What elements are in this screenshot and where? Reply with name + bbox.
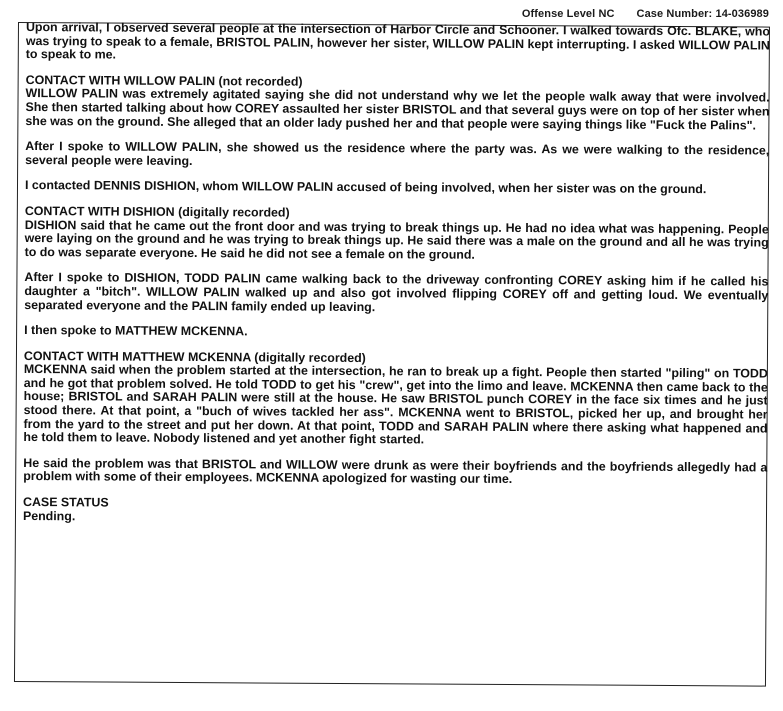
problem-paragraph: He said the problem was that BRISTOL and WILLOW were drunk as were their boyfriends and the boyfriends allegedly had a problem with some of their employees. MCKENNA apologized for wasting our time. [23, 455, 768, 487]
offense-level: Offense Level NC [521, 8, 615, 20]
section-mckenna [23, 350, 768, 450]
report-body [23, 21, 770, 528]
mckenna-heading: CONTACT WITH MATTHEW MCKENNA (digitally recorded) [23, 348, 366, 365]
spoke-mckenna-paragraph: I then spoke to MATTHEW MCKENNA. [24, 323, 248, 339]
page-header [522, 8, 769, 20]
contacted-dishion-paragraph: I contacted DENNIS DISHION, whom WILLOW PALIN accused of being involved, when her sister was on the ground. [24, 178, 707, 197]
case-status-value: Pending. [22, 508, 76, 523]
willow-body: WILLOW PALIN was extremely agitated saying she did not understand why we let the people walk away that were involved. She then started talking about how COREY assaulted her sister BRISTOL and that several guys were on top of her sister when she was on the ground. She alleged that an older lady pushed her and that people were saying things like "Fuck the Palins". [25, 86, 770, 133]
dishion-heading: CONTACT WITH DISHION (digitally recorded) [24, 203, 290, 220]
section-willow [25, 74, 769, 133]
case-number: Case Number: 14-036989 [636, 8, 769, 20]
section-case-status [23, 496, 767, 528]
after-willow-paragraph: After I spoke to WILLOW PALIN, she showed us the residence where the party was. As we were walking to the residence, several people were leaving. [25, 139, 770, 168]
case-status-heading: CASE STATUS [23, 495, 109, 510]
dishion-body: DISHION said that he came out the front door and was trying to break things up. He had no idea what was happening. People were laying on the ground and he was trying to break things up. He said there was a male on the ground and all he was trying to do was separate everyone. He said he did not see a female on the ground. [24, 217, 769, 262]
mckenna-body: MCKENNA said when the problem started at the intersection, he ran to break up a fight. People then started "piling" on TODD and he got that problem solved. He told TODD to get his "crew", get into the limo and leave. MCKENNA then came back to the house; BRISTOL and SARAH PALIN were still at the house. He saw BRISTOL punch COREY in the face six times and he just stood there. At that point, a "buch of wives tackled her ass". MCKENNA went to BRISTOL, picked her up, and brought her from the yard to the street and put her down. At that point, TODD and SARAH PALIN where there asking what happened and he told them to leave. Nobody listened and yet another fight started. [23, 362, 768, 447]
after-dishion-paragraph: After I spoke to DISHION, TODD PALIN came walking back to the driveway confronting COREY asking him if he called his daughter a "bitch". WILLOW PALIN walked up and also got involved flipping COREY off and getting loud. We eventually separated everyone and the PALIN family ended up leaving. [24, 270, 769, 314]
section-dishion [25, 205, 769, 264]
intro-paragraph: Upon arrival, I observed several people at the intersection of Harbor Circle and Schooner. I walked towards Ofc. BLAKE, who was trying to speak to a female, BRISTOL PALIN, however her sister, WILLOW PALIN kept interrupting. I asked WILLOW PALIN to speak to me. [25, 20, 770, 62]
willow-heading: CONTACT WITH WILLOW PALIN (not recorded) [25, 72, 303, 89]
